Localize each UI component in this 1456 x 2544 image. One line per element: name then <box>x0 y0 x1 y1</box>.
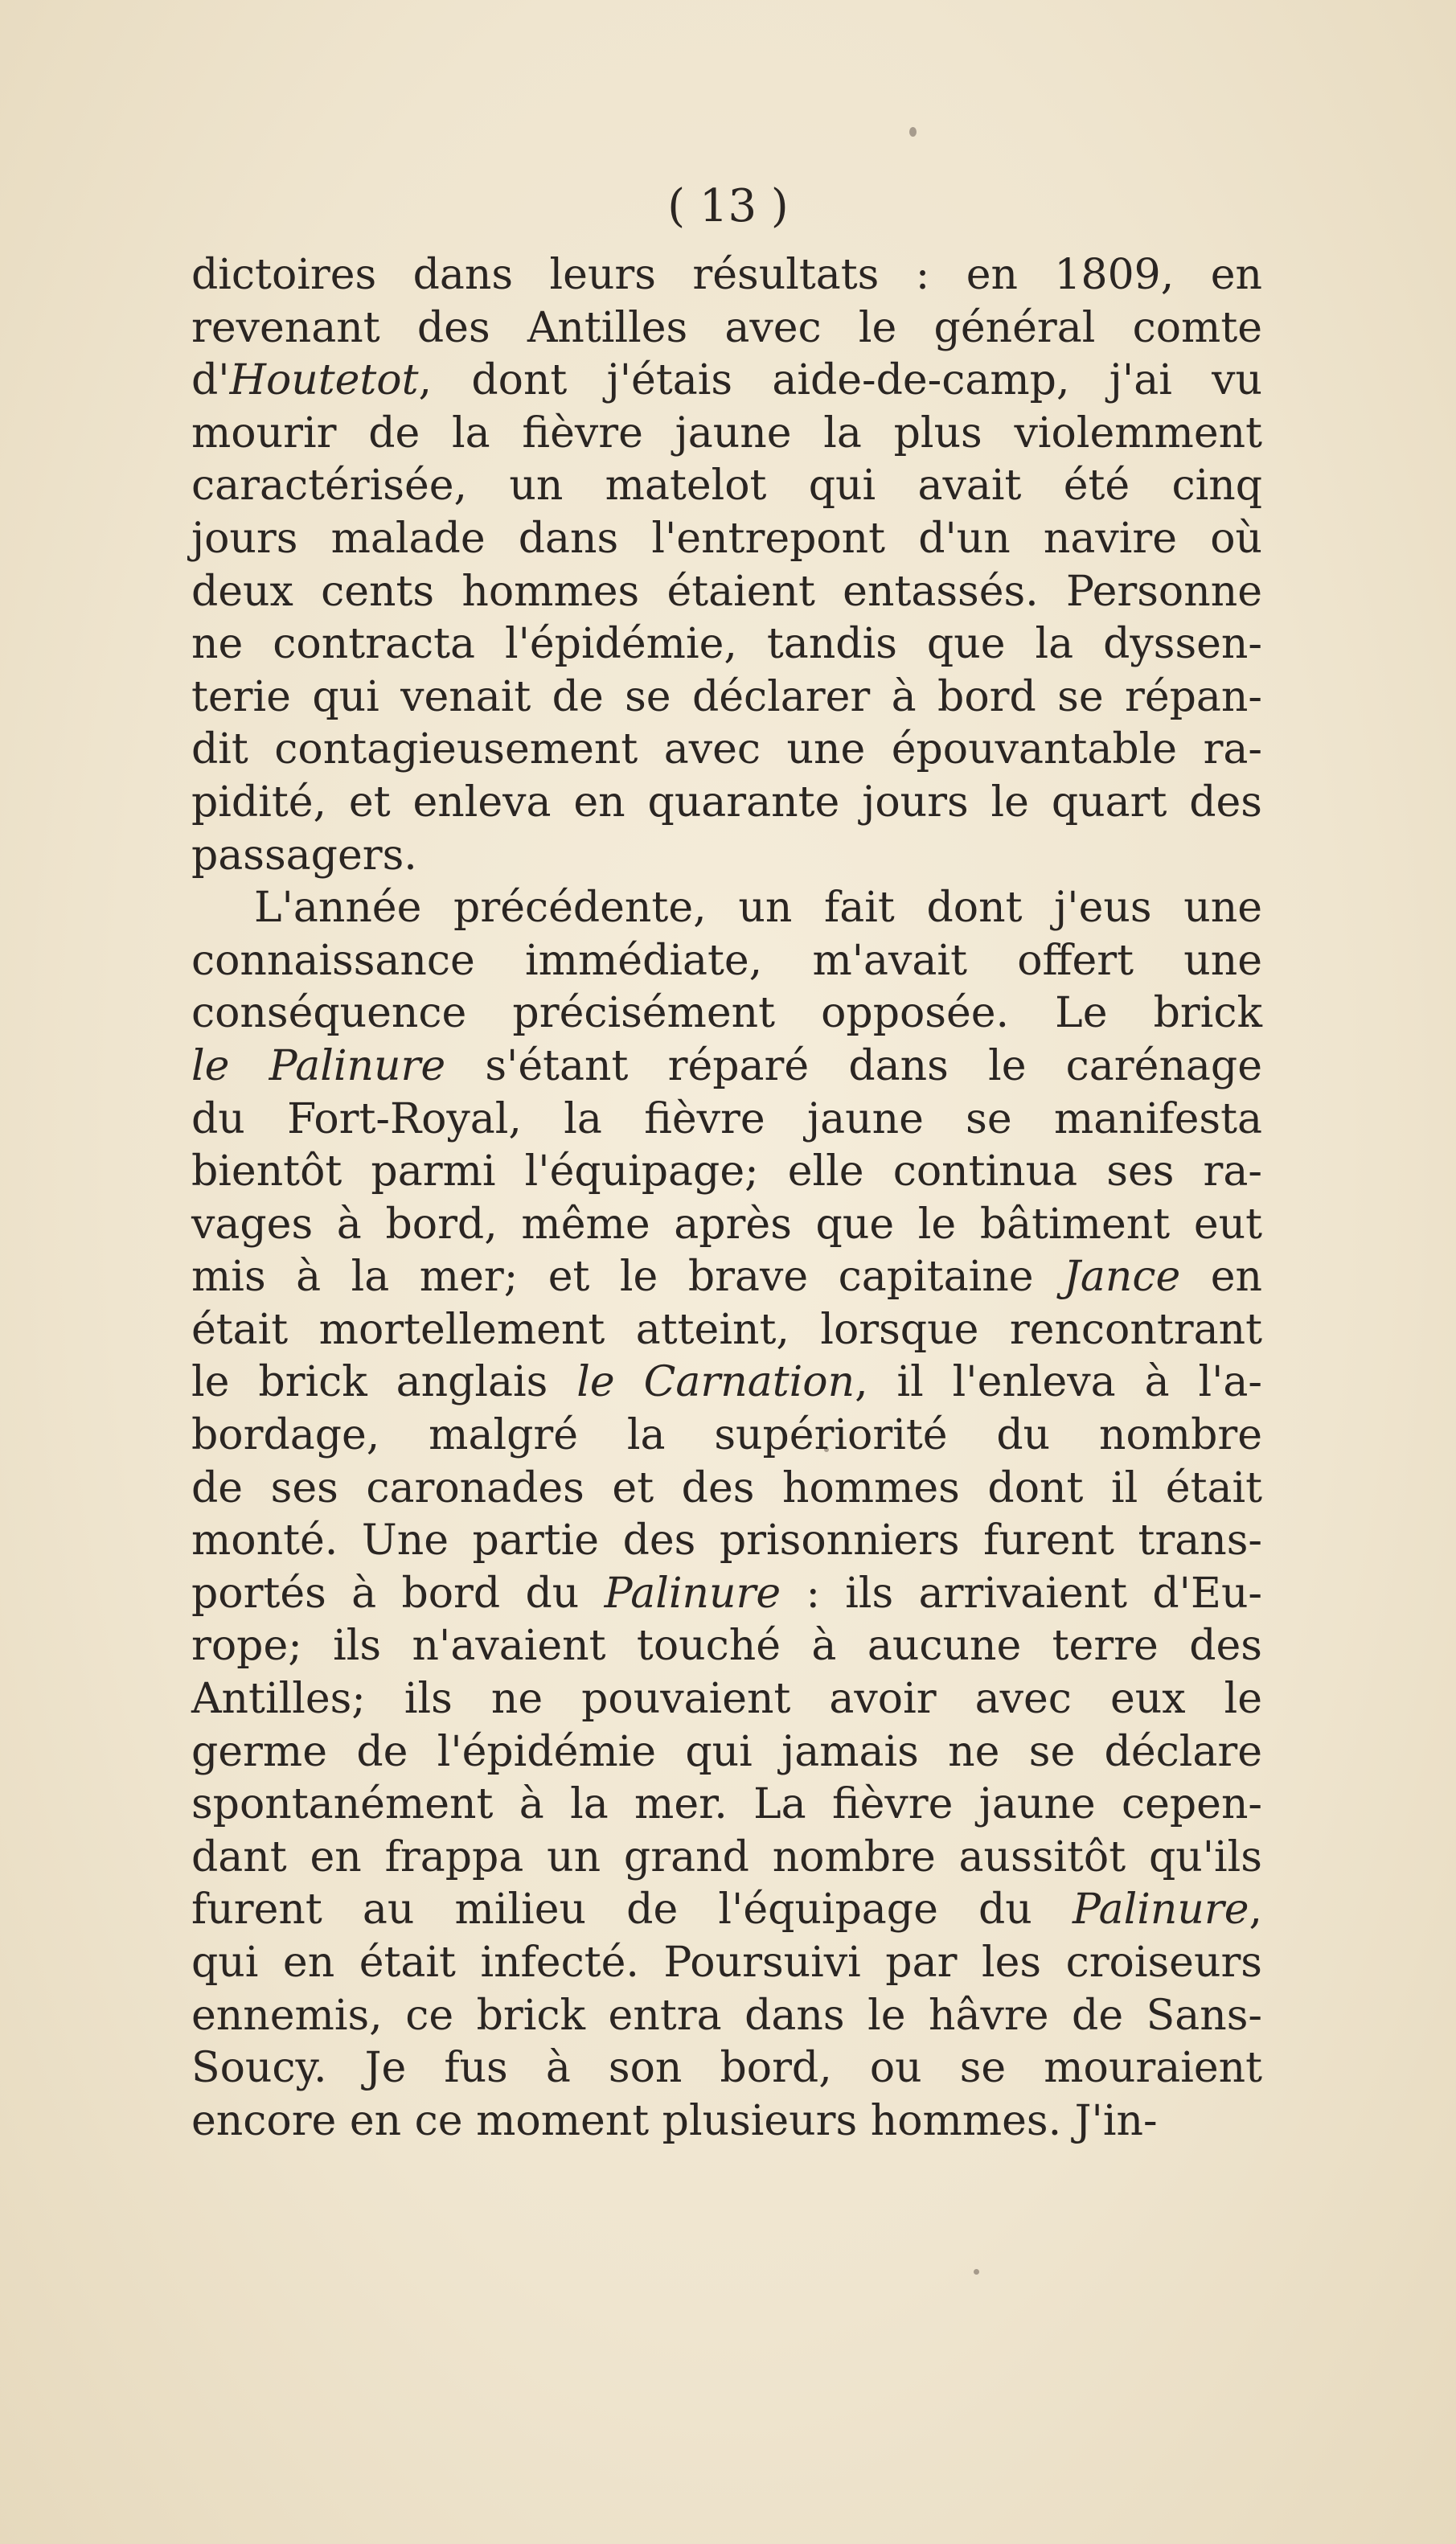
text-line <box>191 2095 1262 2148</box>
text-segment: dictoires dans leurs résultats : en 1809, en <box>191 251 1262 299</box>
text-segment: caractérisée, un matelot qui avait été cinq <box>191 462 1262 511</box>
text-line <box>191 618 1262 671</box>
text-line <box>191 1304 1262 1357</box>
text-segment: , il l'enleva à l'a- <box>855 1358 1262 1407</box>
text-segment: s'étant réparé dans le carénage <box>445 1041 1262 1090</box>
text-line <box>191 408 1262 461</box>
text-line <box>191 830 1262 883</box>
text-segment: était mortellement atteint, lorsque rencontrant <box>191 1305 1262 1354</box>
text-line <box>191 513 1262 566</box>
text-line <box>191 724 1262 777</box>
text-segment: bientôt parmi l'équipage; elle continua ses ra- <box>191 1147 1262 1196</box>
text-segment: terie qui venait de se déclarer à bord se répan- <box>191 672 1262 721</box>
italic-name: Jance <box>1063 1253 1181 1302</box>
text-segment: bordage, malgré la supériorité du nombre <box>191 1411 1262 1460</box>
text-line <box>191 1463 1262 1516</box>
text-segment: ennemis, ce brick entra dans le hâvre de Sans- <box>191 1991 1262 2040</box>
italic-name: Houtetot <box>229 356 419 405</box>
text-segment: mourir de la fièvre jaune la plus violemment <box>191 408 1262 458</box>
text-line <box>191 671 1262 724</box>
italic-name: le Palinure <box>191 1041 446 1090</box>
text-segment: passagers. <box>191 831 417 880</box>
text-segment: dant en frappa un grand nombre aussitôt qu'ils <box>191 1832 1262 1881</box>
text-segment: Soucy. Je fus à son bord, ou se mouraient <box>191 2044 1262 2093</box>
text-segment: Antilles; ils ne pouvaient avoir avec eux le <box>191 1675 1262 1724</box>
page-number: ( 13 ) <box>667 180 789 232</box>
italic-name: Palinure <box>1072 1885 1249 1935</box>
text-segment: ne contracta l'épidémie, tandis que la dyssen- <box>191 620 1262 669</box>
text-line <box>191 1040 1262 1094</box>
text-segment: mis à la mer; et le brave capitaine <box>191 1253 1064 1302</box>
text-segment: , dont j'étais aide-de-camp, j'ai vu <box>418 356 1262 405</box>
text-segment: vages à bord, même après que le bâtiment eut <box>191 1200 1262 1249</box>
text-segment: monté. Une partie des prisonniers furent trans- <box>191 1516 1262 1565</box>
text-segment: deux cents hommes étaient entassés. Personne <box>191 567 1262 616</box>
ink-speck <box>909 127 917 137</box>
text-line <box>191 2042 1262 2095</box>
text-segment: connaissance immédiate, m'avait offert une <box>191 936 1262 985</box>
text-line <box>191 935 1262 988</box>
text-line <box>191 1409 1262 1463</box>
text-segment: conséquence précisément opposée. Le brick <box>191 989 1262 1038</box>
text-line <box>191 1251 1262 1304</box>
text-segment: le brick anglais <box>191 1358 577 1407</box>
text-line <box>191 460 1262 513</box>
text-line <box>191 1620 1262 1673</box>
text-line <box>191 987 1262 1040</box>
ink-speck <box>974 2269 979 2275</box>
text-line <box>191 1779 1262 1832</box>
body-text <box>191 249 1262 2148</box>
text-segment: pidité, et enleva en quarante jours le quart des <box>191 778 1262 827</box>
text-segment: en <box>1180 1253 1262 1302</box>
italic-name: Palinure <box>604 1569 781 1618</box>
text-line <box>191 1568 1262 1621</box>
text-line <box>191 1726 1262 1779</box>
text-segment: L'année précédente, un fait dont j'eus une <box>254 884 1262 933</box>
text-segment: d' <box>191 356 230 405</box>
text-segment: jours malade dans l'entrepont d'un navire où <box>191 514 1262 563</box>
text-line <box>191 1832 1262 1885</box>
text-line <box>191 1515 1262 1568</box>
text-segment: rope; ils n'avaient touché à aucune terre des <box>191 1622 1262 1671</box>
text-line <box>191 1673 1262 1726</box>
text-segment: encore en ce moment plusieurs hommes. J'in- <box>191 2096 1158 2145</box>
text-line <box>191 1990 1262 2043</box>
text-segment: revenant des Antilles avec le général comte <box>191 303 1262 352</box>
text-line <box>191 777 1262 830</box>
text-segment: dit contagieusement avec une épouvantable ra- <box>191 725 1262 774</box>
text-segment: de ses caronades et des hommes dont il était <box>191 1463 1262 1512</box>
text-segment: spontanément à la mer. La fièvre jaune cepen- <box>191 1780 1262 1829</box>
text-line <box>191 249 1262 302</box>
text-line <box>191 1094 1262 1147</box>
text-segment: : ils arrivaient d'Eu- <box>781 1569 1262 1618</box>
text-line <box>191 1884 1262 1937</box>
text-line <box>191 302 1262 355</box>
text-segment: portés à bord du <box>191 1569 605 1618</box>
text-line <box>191 566 1262 619</box>
text-line <box>191 1937 1262 1990</box>
text-line <box>191 882 1262 935</box>
text-segment: , <box>1249 1885 1262 1935</box>
text-segment: du Fort-Royal, la fièvre jaune se manifesta <box>191 1094 1262 1143</box>
italic-name: le Carnation <box>576 1358 855 1407</box>
text-line <box>191 1146 1262 1199</box>
text-line <box>191 1356 1262 1409</box>
text-segment: germe de l'épidémie qui jamais ne se déclare <box>191 1727 1262 1776</box>
text-segment: qui en était infecté. Poursuivi par les croiseurs <box>191 1939 1262 1987</box>
text-line <box>191 1199 1262 1252</box>
text-line <box>191 355 1262 408</box>
text-segment: furent au milieu de l'équipage du <box>191 1885 1073 1935</box>
